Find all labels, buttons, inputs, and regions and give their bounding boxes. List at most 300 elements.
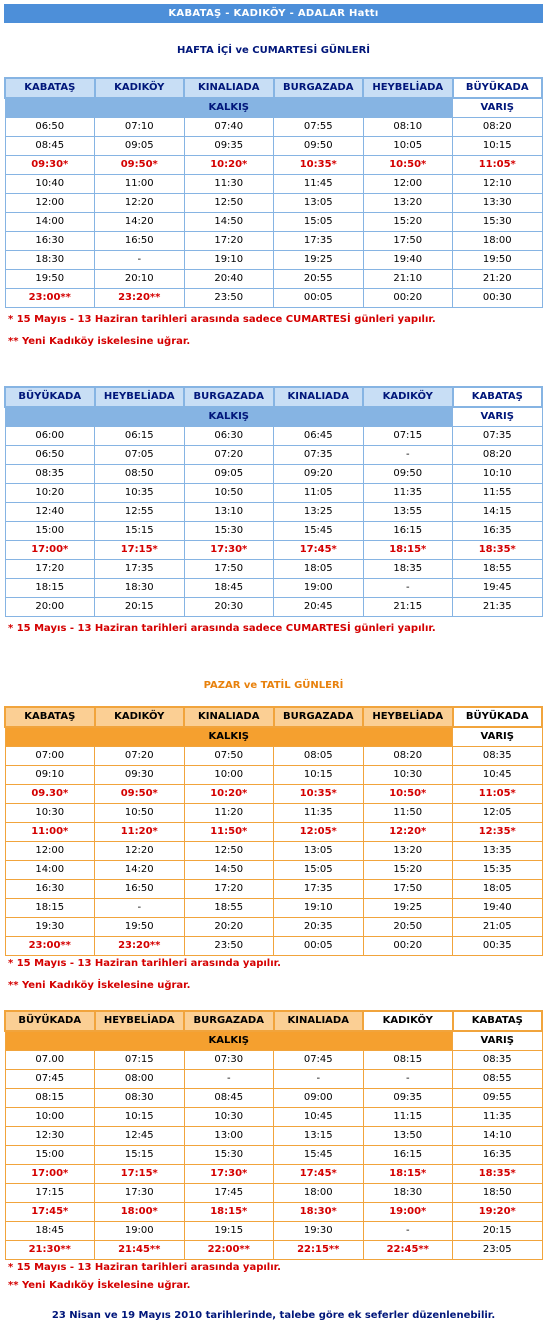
label-row bbox=[5, 727, 542, 747]
time-cell: 12:05* bbox=[274, 823, 364, 842]
time-cell: 07.00 bbox=[5, 1051, 95, 1070]
time-cell: 10:30 bbox=[5, 804, 95, 823]
table-row bbox=[5, 861, 542, 880]
time-cell: 19:25 bbox=[363, 899, 453, 918]
time-cell: 18:15* bbox=[363, 541, 453, 560]
time-cell: 10:50 bbox=[184, 484, 274, 503]
time-cell: 08:45 bbox=[5, 137, 95, 156]
time-cell: 08:20 bbox=[453, 446, 543, 465]
time-cell: 13:30 bbox=[453, 194, 543, 213]
time-cell: 16:15 bbox=[363, 522, 453, 541]
time-cell: 15:20 bbox=[363, 861, 453, 880]
time-cell: 15:05 bbox=[274, 861, 364, 880]
time-cell: 20:40 bbox=[184, 270, 274, 289]
header-row bbox=[5, 707, 542, 727]
time-cell: 14:00 bbox=[5, 213, 95, 232]
time-cell: 09:35 bbox=[363, 1089, 453, 1108]
time-cell: 07:35 bbox=[274, 446, 364, 465]
time-cell: 18:35* bbox=[453, 541, 543, 560]
arrival-label: VARIŞ bbox=[453, 98, 543, 118]
sunday-return-table bbox=[4, 1010, 543, 1260]
time-cell: 20:35 bbox=[274, 918, 364, 937]
time-cell: 10:20* bbox=[184, 785, 274, 804]
time-cell: 13:20 bbox=[363, 842, 453, 861]
time-cell: 08:35 bbox=[453, 1051, 543, 1070]
table-row bbox=[5, 804, 542, 823]
time-cell: 18:45 bbox=[5, 1222, 95, 1241]
time-cell: 10:20 bbox=[5, 484, 95, 503]
footnote: * 15 Mayıs - 13 Haziran tarihleri arasında yapılır. bbox=[8, 1262, 281, 1273]
stop-header: KINALIADA bbox=[184, 78, 274, 98]
stop-header: HEYBELİADA bbox=[363, 78, 453, 98]
time-cell: 12:20* bbox=[363, 823, 453, 842]
time-cell: 19:40 bbox=[453, 899, 543, 918]
time-cell: 16:50 bbox=[95, 232, 185, 251]
time-cell: 18:15 bbox=[5, 579, 95, 598]
stop-header: BURGAZADA bbox=[274, 707, 364, 727]
time-cell: 13:00 bbox=[184, 1127, 274, 1146]
time-cell: 07:05 bbox=[95, 446, 185, 465]
label-row bbox=[5, 1031, 542, 1051]
time-cell: 15:00 bbox=[5, 1146, 95, 1165]
time-cell: 18:55 bbox=[184, 899, 274, 918]
table-row bbox=[5, 1108, 542, 1127]
time-cell: 19:15 bbox=[184, 1222, 274, 1241]
time-cell: 10:35* bbox=[274, 785, 364, 804]
footnote: ** Yeni Kadıköy İskelesine uğrar. bbox=[8, 1280, 191, 1291]
time-cell: 23:00** bbox=[5, 289, 95, 308]
time-cell: 13:05 bbox=[274, 842, 364, 861]
time-cell: 09:20 bbox=[274, 465, 364, 484]
time-cell: 17:30* bbox=[184, 541, 274, 560]
time-cell: 00:20 bbox=[363, 289, 453, 308]
time-cell: 15:45 bbox=[274, 1146, 364, 1165]
time-cell: 11:15 bbox=[363, 1108, 453, 1127]
time-cell: 11:35 bbox=[274, 804, 364, 823]
table-row bbox=[5, 156, 542, 175]
time-cell: - bbox=[363, 579, 453, 598]
time-cell: 18:15* bbox=[363, 1165, 453, 1184]
time-cell: 10:45 bbox=[274, 1108, 364, 1127]
destination-header: KABATAŞ bbox=[453, 1011, 543, 1031]
time-cell: 23:50 bbox=[184, 289, 274, 308]
time-cell: 06:45 bbox=[274, 427, 364, 446]
time-cell: 19:40 bbox=[363, 251, 453, 270]
time-cell: - bbox=[363, 446, 453, 465]
time-cell: 16:30 bbox=[5, 880, 95, 899]
time-cell: 10:50 bbox=[95, 804, 185, 823]
time-cell: - bbox=[95, 899, 185, 918]
time-cell: 00:05 bbox=[274, 937, 364, 956]
stop-header: HEYBELİADA bbox=[95, 387, 185, 407]
time-cell: 21:35 bbox=[453, 598, 543, 617]
time-cell: 17:50 bbox=[363, 880, 453, 899]
time-cell: 00:05 bbox=[274, 289, 364, 308]
time-cell: 15:20 bbox=[363, 213, 453, 232]
footnote: * 15 Mayıs - 13 Haziran tarihleri arasında yapılır. bbox=[8, 958, 281, 969]
table-row bbox=[5, 465, 542, 484]
stop-header: KABATAŞ bbox=[5, 78, 95, 98]
table-row bbox=[5, 918, 542, 937]
time-cell: 08:10 bbox=[363, 118, 453, 137]
time-cell: 18:15 bbox=[5, 899, 95, 918]
time-cell: 22:15** bbox=[274, 1241, 364, 1260]
table-row bbox=[5, 1165, 542, 1184]
table-row bbox=[5, 1089, 542, 1108]
time-cell: 12:35* bbox=[453, 823, 543, 842]
time-cell: 12:40 bbox=[5, 503, 95, 522]
time-cell: 07:00 bbox=[5, 747, 95, 766]
time-cell: 17:45* bbox=[274, 541, 364, 560]
time-cell: 12:50 bbox=[184, 842, 274, 861]
time-cell: 19:30 bbox=[5, 918, 95, 937]
time-cell: 11:50* bbox=[184, 823, 274, 842]
time-cell: 23:20** bbox=[95, 289, 185, 308]
time-cell: 18:50 bbox=[453, 1184, 543, 1203]
time-cell: 12:55 bbox=[95, 503, 185, 522]
time-cell: 12:05 bbox=[453, 804, 543, 823]
time-cell: 20:45 bbox=[274, 598, 364, 617]
time-cell: 07:50 bbox=[184, 747, 274, 766]
time-cell: 10:50* bbox=[363, 785, 453, 804]
table-row bbox=[5, 137, 542, 156]
stop-header: KINALIADA bbox=[184, 707, 274, 727]
time-cell: 09:30* bbox=[5, 156, 95, 175]
time-cell: 17:00* bbox=[5, 1165, 95, 1184]
time-cell: 09.30* bbox=[5, 785, 95, 804]
table-row bbox=[5, 579, 542, 598]
stop-header: BURGAZADA bbox=[184, 387, 274, 407]
time-cell: 19:25 bbox=[274, 251, 364, 270]
time-cell: 17:35 bbox=[274, 232, 364, 251]
time-cell: 07:15 bbox=[363, 427, 453, 446]
time-cell: 12:20 bbox=[95, 194, 185, 213]
time-cell: 11:35 bbox=[453, 1108, 543, 1127]
time-cell: 18:00* bbox=[95, 1203, 185, 1222]
stop-header: KADIKÖY bbox=[363, 1011, 453, 1031]
time-cell: 18:00 bbox=[453, 232, 543, 251]
time-cell: 11:00* bbox=[5, 823, 95, 842]
header-row bbox=[5, 1011, 542, 1031]
footnote: * 15 Mayıs - 13 Haziran tarihleri arasında sadece CUMARTESİ günleri yapılır. bbox=[8, 314, 436, 325]
time-cell: 09:35 bbox=[184, 137, 274, 156]
time-cell: 15:35 bbox=[453, 861, 543, 880]
time-cell: 08:20 bbox=[453, 118, 543, 137]
stop-header: KABATAŞ bbox=[5, 707, 95, 727]
time-cell: 21:45** bbox=[95, 1241, 185, 1260]
time-cell: 18:30* bbox=[274, 1203, 364, 1222]
table-row bbox=[5, 1051, 542, 1070]
sunday-section-title: PAZAR ve TATİL GÜNLERİ bbox=[203, 680, 344, 691]
sunday-outbound-table bbox=[4, 706, 543, 956]
time-cell: 10:35* bbox=[274, 156, 364, 175]
time-cell: 11:20 bbox=[184, 804, 274, 823]
time-cell: 13:15 bbox=[274, 1127, 364, 1146]
time-cell: 16:35 bbox=[453, 522, 543, 541]
time-cell: 13:20 bbox=[363, 194, 453, 213]
table-row bbox=[5, 1146, 542, 1165]
table-row bbox=[5, 541, 542, 560]
time-cell: 19:00 bbox=[274, 579, 364, 598]
table-row bbox=[5, 251, 542, 270]
table-row bbox=[5, 503, 542, 522]
time-cell: 18:15* bbox=[184, 1203, 274, 1222]
table-row bbox=[5, 446, 542, 465]
time-cell: 08:35 bbox=[5, 465, 95, 484]
time-cell: 06:30 bbox=[184, 427, 274, 446]
time-cell: 10:30 bbox=[363, 766, 453, 785]
header-row bbox=[5, 387, 542, 407]
stop-header: KINALIADA bbox=[274, 1011, 364, 1031]
time-cell: 18:45 bbox=[184, 579, 274, 598]
arrival-label: VARIŞ bbox=[453, 407, 543, 427]
time-cell: 18:05 bbox=[453, 880, 543, 899]
time-cell: 15:30 bbox=[184, 1146, 274, 1165]
time-cell: 10:15 bbox=[453, 137, 543, 156]
time-cell: 00:30 bbox=[453, 289, 543, 308]
stop-header: KINALIADA bbox=[274, 387, 364, 407]
time-cell: 07:45 bbox=[274, 1051, 364, 1070]
time-cell: 17:45* bbox=[274, 1165, 364, 1184]
time-cell: 11:05 bbox=[274, 484, 364, 503]
time-cell: 18:30 bbox=[363, 1184, 453, 1203]
destination-header: BÜYÜKADA bbox=[453, 78, 543, 98]
time-cell: 10:20* bbox=[184, 156, 274, 175]
table-row bbox=[5, 427, 542, 446]
footer-note: 23 Nisan ve 19 Mayıs 2010 tarihlerinde, talebe göre ek seferler düzenlenebilir. bbox=[51, 1310, 496, 1321]
time-cell: 19:50 bbox=[95, 918, 185, 937]
time-cell: 18:30 bbox=[95, 579, 185, 598]
time-cell: 09:50* bbox=[95, 156, 185, 175]
time-cell: 17:30* bbox=[184, 1165, 274, 1184]
time-cell: 07:45 bbox=[5, 1070, 95, 1089]
time-cell: 22:00** bbox=[184, 1241, 274, 1260]
time-cell: 19:45 bbox=[453, 579, 543, 598]
table-row bbox=[5, 194, 542, 213]
stop-header: BÜYÜKADA bbox=[5, 1011, 95, 1031]
time-cell: 21:05 bbox=[453, 918, 543, 937]
stop-header: HEYBELİADA bbox=[95, 1011, 185, 1031]
time-cell: 21:15 bbox=[363, 598, 453, 617]
arrival-label: VARIŞ bbox=[453, 727, 543, 747]
time-cell: 09:05 bbox=[184, 465, 274, 484]
time-cell: 06:00 bbox=[5, 427, 95, 446]
time-cell: 20:30 bbox=[184, 598, 274, 617]
time-cell: 20:15 bbox=[95, 598, 185, 617]
stop-header: HEYBELİADA bbox=[363, 707, 453, 727]
time-cell: 17:30 bbox=[95, 1184, 185, 1203]
footnote: ** Yeni Kadıköy İskelesine uğrar. bbox=[8, 980, 191, 991]
time-cell: 11:50 bbox=[363, 804, 453, 823]
time-cell: 11:00 bbox=[95, 175, 185, 194]
time-cell: 07:10 bbox=[95, 118, 185, 137]
table-row bbox=[5, 232, 542, 251]
time-cell: 14:20 bbox=[95, 213, 185, 232]
time-cell: 10:10 bbox=[453, 465, 543, 484]
time-cell: 08:35 bbox=[453, 747, 543, 766]
route-banner: KABATAŞ - KADIKÖY - ADALAR Hattı bbox=[4, 4, 543, 23]
time-cell: 20:15 bbox=[453, 1222, 543, 1241]
time-cell: 06:50 bbox=[5, 118, 95, 137]
table-row bbox=[5, 484, 542, 503]
time-cell: 17:15* bbox=[95, 541, 185, 560]
time-cell: 08:45 bbox=[184, 1089, 274, 1108]
table-row bbox=[5, 1127, 542, 1146]
time-cell: 17:50 bbox=[363, 232, 453, 251]
table-row bbox=[5, 560, 542, 579]
time-cell: 17:45 bbox=[184, 1184, 274, 1203]
arrival-label: VARIŞ bbox=[453, 1031, 543, 1051]
time-cell: 15:15 bbox=[95, 522, 185, 541]
time-cell: 18:35* bbox=[453, 1165, 543, 1184]
table-row bbox=[5, 1203, 542, 1222]
time-cell: 11:20* bbox=[95, 823, 185, 842]
time-cell: 23:50 bbox=[184, 937, 274, 956]
time-cell: 19:20* bbox=[453, 1203, 543, 1222]
time-cell: 15:05 bbox=[274, 213, 364, 232]
time-cell: 06:50 bbox=[5, 446, 95, 465]
table-row bbox=[5, 1222, 542, 1241]
time-cell: 19:00* bbox=[363, 1203, 453, 1222]
time-cell: 18:30 bbox=[5, 251, 95, 270]
time-cell: 21:20 bbox=[453, 270, 543, 289]
destination-header: BÜYÜKADA bbox=[453, 707, 543, 727]
time-cell: 13:10 bbox=[184, 503, 274, 522]
time-cell: 18:55 bbox=[453, 560, 543, 579]
time-cell: 19:00 bbox=[95, 1222, 185, 1241]
time-cell: 13:55 bbox=[363, 503, 453, 522]
departure-label: KALKIŞ bbox=[5, 407, 453, 427]
time-cell: 11:30 bbox=[184, 175, 274, 194]
time-cell: 11:35 bbox=[363, 484, 453, 503]
time-cell: 11:05* bbox=[453, 785, 543, 804]
table-row bbox=[5, 522, 542, 541]
time-cell: 07:55 bbox=[274, 118, 364, 137]
table-row bbox=[5, 1241, 542, 1260]
time-cell: 12:00 bbox=[5, 194, 95, 213]
time-cell: 10:35 bbox=[95, 484, 185, 503]
time-cell: 10:05 bbox=[363, 137, 453, 156]
time-cell: 19:50 bbox=[5, 270, 95, 289]
time-cell: 15:30 bbox=[184, 522, 274, 541]
time-cell: 09:55 bbox=[453, 1089, 543, 1108]
table-row bbox=[5, 823, 542, 842]
time-cell: 23:20** bbox=[95, 937, 185, 956]
time-cell: 09:50 bbox=[363, 465, 453, 484]
time-cell: 10:30 bbox=[184, 1108, 274, 1127]
time-cell: 19:10 bbox=[184, 251, 274, 270]
time-cell: 10:15 bbox=[95, 1108, 185, 1127]
footnote: * 15 Mayıs - 13 Haziran tarihleri arasında sadece CUMARTESİ günleri yapılır. bbox=[8, 623, 436, 634]
weekday-return-table bbox=[4, 386, 543, 617]
time-cell: 07:15 bbox=[95, 1051, 185, 1070]
time-cell: 18:00 bbox=[274, 1184, 364, 1203]
time-cell: 08:05 bbox=[274, 747, 364, 766]
time-cell: 16:30 bbox=[5, 232, 95, 251]
time-cell: 07:20 bbox=[184, 446, 274, 465]
stop-header: BÜYÜKADA bbox=[5, 387, 95, 407]
time-cell: 06:15 bbox=[95, 427, 185, 446]
time-cell: 17:50 bbox=[184, 560, 274, 579]
time-cell: 12:00 bbox=[5, 842, 95, 861]
table-row bbox=[5, 1070, 542, 1089]
time-cell: 10:00 bbox=[5, 1108, 95, 1127]
time-cell: 08:50 bbox=[95, 465, 185, 484]
destination-header: KABATAŞ bbox=[453, 387, 543, 407]
time-cell: 15:00 bbox=[5, 522, 95, 541]
time-cell: 17:35 bbox=[95, 560, 185, 579]
table-row bbox=[5, 289, 542, 308]
time-cell: 08:30 bbox=[95, 1089, 185, 1108]
time-cell: 07:40 bbox=[184, 118, 274, 137]
stop-header: KADIKÖY bbox=[95, 78, 185, 98]
table-row bbox=[5, 1184, 542, 1203]
time-cell: 08:15 bbox=[363, 1051, 453, 1070]
departure-label: KALKIŞ bbox=[5, 727, 453, 747]
time-cell: 14:50 bbox=[184, 213, 274, 232]
time-cell: 11:45 bbox=[274, 175, 364, 194]
table-row bbox=[5, 270, 542, 289]
time-cell: - bbox=[274, 1070, 364, 1089]
header-row bbox=[5, 78, 542, 98]
table-row bbox=[5, 175, 542, 194]
time-cell: 12:10 bbox=[453, 175, 543, 194]
weekday-outbound-table bbox=[4, 77, 543, 308]
table-row bbox=[5, 880, 542, 899]
time-cell: 10:50* bbox=[363, 156, 453, 175]
stop-header: KADIKÖY bbox=[95, 707, 185, 727]
time-cell: 09:10 bbox=[5, 766, 95, 785]
time-cell: 23:00** bbox=[5, 937, 95, 956]
time-cell: 19:50 bbox=[453, 251, 543, 270]
time-cell: 13:05 bbox=[274, 194, 364, 213]
time-cell: 17:20 bbox=[184, 232, 274, 251]
time-cell: 07:20 bbox=[95, 747, 185, 766]
time-cell: - bbox=[363, 1070, 453, 1089]
time-cell: 17:15* bbox=[95, 1165, 185, 1184]
table-row bbox=[5, 766, 542, 785]
time-cell: 20:50 bbox=[363, 918, 453, 937]
time-cell: 20:20 bbox=[184, 918, 274, 937]
time-cell: 11:05* bbox=[453, 156, 543, 175]
time-cell: 21:30** bbox=[5, 1241, 95, 1260]
time-cell: 07:30 bbox=[184, 1051, 274, 1070]
table-row bbox=[5, 747, 542, 766]
time-cell: 09:00 bbox=[274, 1089, 364, 1108]
footnote: ** Yeni Kadıköy iskelesine uğrar. bbox=[8, 336, 191, 347]
time-cell: 17:15 bbox=[5, 1184, 95, 1203]
stop-header: KADIKÖY bbox=[363, 387, 453, 407]
time-cell: 22:45** bbox=[363, 1241, 453, 1260]
time-cell: 18:05 bbox=[274, 560, 364, 579]
time-cell: 14:10 bbox=[453, 1127, 543, 1146]
time-cell: - bbox=[363, 1222, 453, 1241]
time-cell: 20:00 bbox=[5, 598, 95, 617]
stop-header: BURGAZADA bbox=[184, 1011, 274, 1031]
time-cell: 10:00 bbox=[184, 766, 274, 785]
table-row bbox=[5, 598, 542, 617]
time-cell: 20:10 bbox=[95, 270, 185, 289]
table-row bbox=[5, 842, 542, 861]
departure-label: KALKIŞ bbox=[5, 1031, 453, 1051]
time-cell: 10:45 bbox=[453, 766, 543, 785]
time-cell: - bbox=[184, 1070, 274, 1089]
time-cell: 15:45 bbox=[274, 522, 364, 541]
time-cell: 12:50 bbox=[184, 194, 274, 213]
time-cell: 17:00* bbox=[5, 541, 95, 560]
time-cell: 17:20 bbox=[184, 880, 274, 899]
time-cell: 10:40 bbox=[5, 175, 95, 194]
